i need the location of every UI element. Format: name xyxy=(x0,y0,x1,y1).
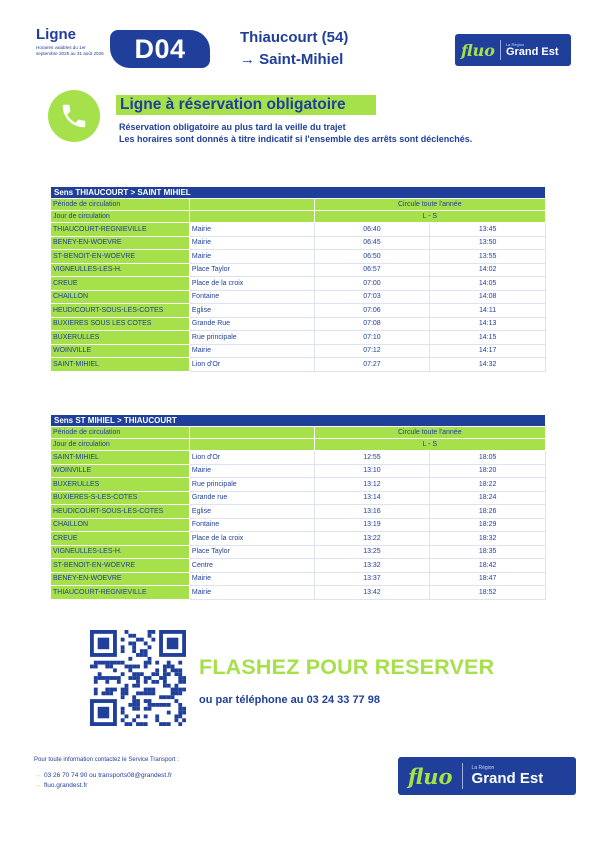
stop-place: Place Taylor xyxy=(189,263,314,277)
table-row xyxy=(51,304,546,318)
direction-label: Sens THIAUCOURT > SAINT MIHIEL xyxy=(51,187,546,199)
days-row xyxy=(51,439,546,451)
departure-time: 13:42 xyxy=(314,586,430,600)
phone-icon xyxy=(48,90,100,142)
departure-time: 18:42 xyxy=(430,559,546,573)
table-row xyxy=(51,532,546,546)
departure-time: 13:12 xyxy=(314,478,430,492)
table-row xyxy=(51,505,546,519)
footer-fluo-grandest-logo xyxy=(398,757,576,795)
direction-label: Sens ST MIHIEL > THIAUCOURT xyxy=(51,415,546,427)
table-row xyxy=(51,223,546,237)
stop-place: Place de la croix xyxy=(189,277,314,291)
table-row xyxy=(51,518,546,532)
days-label: Jour de circulation xyxy=(51,439,190,451)
table-row xyxy=(51,451,546,465)
region-logo-small: La Région xyxy=(505,41,525,47)
days-value: L - S xyxy=(314,439,545,451)
stops-body xyxy=(51,451,546,600)
departure-time: 14:05 xyxy=(430,277,546,291)
region-logo-big: Grand Est xyxy=(505,45,559,58)
departure-time: 06:45 xyxy=(314,236,430,250)
route-destination-label: Saint-Mihiel xyxy=(259,51,344,68)
stop-name: SAINT-MIHIEL xyxy=(51,451,190,465)
stop-place: Centre xyxy=(189,559,314,573)
departure-time: 06:50 xyxy=(314,250,430,264)
route-arrow-icon: → xyxy=(240,51,255,68)
table-row xyxy=(51,317,546,331)
table-row xyxy=(51,358,546,372)
table-row xyxy=(51,478,546,492)
departure-time: 18:20 xyxy=(430,464,546,478)
table-row xyxy=(51,559,546,573)
logo-separator xyxy=(462,763,463,789)
days-label: Jour de circulation xyxy=(51,211,190,223)
stop-place: Place Taylor xyxy=(189,545,314,559)
departure-time: 07:08 xyxy=(314,317,430,331)
stops-body xyxy=(51,223,546,372)
departure-time: 06:40 xyxy=(314,223,430,237)
departure-time: 13:16 xyxy=(314,505,430,519)
stop-name: BENEY-EN-WOEVRE xyxy=(51,572,190,586)
departure-time: 13:32 xyxy=(314,559,430,573)
table-row xyxy=(51,250,546,264)
departure-time: 07:12 xyxy=(314,344,430,358)
stop-name: CREUE xyxy=(51,532,190,546)
departure-time: 13:14 xyxy=(314,491,430,505)
days-row xyxy=(51,211,546,223)
departure-time: 13:45 xyxy=(430,223,546,237)
booking-phone: ou par téléphone au 03 24 33 77 98 xyxy=(199,694,380,706)
stop-name: BUXERULLES xyxy=(51,478,190,492)
route-destination xyxy=(240,51,343,68)
departure-time: 14:13 xyxy=(430,317,546,331)
departure-time: 06:57 xyxy=(314,263,430,277)
table-row xyxy=(51,586,546,600)
departure-time: 07:00 xyxy=(314,277,430,291)
departure-time: 18:35 xyxy=(430,545,546,559)
stop-place: Lion d'Or xyxy=(189,451,314,465)
stop-name: ST-BENOIT-EN-WOEVRE xyxy=(51,250,190,264)
period-label: Période de circulation xyxy=(51,427,190,439)
departure-time: 14:17 xyxy=(430,344,546,358)
qr-code[interactable] xyxy=(90,630,186,726)
stop-place: Grande rue xyxy=(189,491,314,505)
departure-time: 13:19 xyxy=(314,518,430,532)
arrow-icon: → xyxy=(34,772,41,779)
stop-name: HEUDICOURT-SOUS-LES-COTES xyxy=(51,304,190,318)
table-row xyxy=(51,545,546,559)
footer-contact-web xyxy=(34,782,87,789)
departure-time: 18:05 xyxy=(430,451,546,465)
stop-place: Mairie xyxy=(189,572,314,586)
stop-name: CHAILLON xyxy=(51,518,190,532)
departure-time: 14:11 xyxy=(430,304,546,318)
stop-place: Mairie xyxy=(189,236,314,250)
departure-time: 18:32 xyxy=(430,532,546,546)
departure-time: 13:25 xyxy=(314,545,430,559)
stop-name: VIGNEULLES-LES-H. xyxy=(51,545,190,559)
stop-place: Mairie xyxy=(189,250,314,264)
departure-time: 13:10 xyxy=(314,464,430,478)
stop-name: BUXERULLES xyxy=(51,331,190,345)
departure-time: 07:06 xyxy=(314,304,430,318)
departure-time: 18:24 xyxy=(430,491,546,505)
departure-time: 13:22 xyxy=(314,532,430,546)
table-row xyxy=(51,263,546,277)
logo-separator xyxy=(500,40,501,60)
period-value: Circule toute l'année xyxy=(314,427,545,439)
stop-name: WOINVILLE xyxy=(51,344,190,358)
departure-time: 14:02 xyxy=(430,263,546,277)
fluo-logo-text: fluo xyxy=(408,763,453,789)
stop-place: Place de la croix xyxy=(189,532,314,546)
contact-website-link[interactable]: fluo.grandest.fr xyxy=(44,782,88,789)
region-logo xyxy=(506,43,559,58)
stop-name: WOINVILLE xyxy=(51,464,190,478)
departure-time: 14:15 xyxy=(430,331,546,345)
table-row xyxy=(51,344,546,358)
departure-time: 18:26 xyxy=(430,505,546,519)
stop-name: THIAUCOURT-REGNIEVILLE xyxy=(51,223,190,237)
departure-time: 18:52 xyxy=(430,586,546,600)
stop-place: Grande Rue xyxy=(189,317,314,331)
period-value: Circule toute l'année xyxy=(314,199,545,211)
stop-name: VIGNEULLES-LES-H. xyxy=(51,263,190,277)
departure-time: 18:47 xyxy=(430,572,546,586)
departure-time: 12:55 xyxy=(314,451,430,465)
departure-time: 13:50 xyxy=(430,236,546,250)
timetable-return xyxy=(50,414,546,600)
stop-name: CREUE xyxy=(51,277,190,291)
departure-time: 18:29 xyxy=(430,518,546,532)
region-logo-small: La Région xyxy=(471,765,495,771)
stop-name: THIAUCOURT-REGNIEVILLE xyxy=(51,586,190,600)
stop-place: Rue principale xyxy=(189,478,314,492)
stop-name: HEUDICOURT-SOUS-LES-COTES xyxy=(51,505,190,519)
fluo-grandest-logo xyxy=(455,34,571,66)
departure-time: 07:27 xyxy=(314,358,430,372)
route-origin: Thiaucourt (54) xyxy=(240,29,349,46)
stop-place: Mairie xyxy=(189,223,314,237)
stop-place: Lion d'Or xyxy=(189,358,314,372)
region-logo-big: Grand Est xyxy=(471,770,544,787)
stop-name: BUXIERES SOUS LES COTES xyxy=(51,317,190,331)
stop-place: Rue principale xyxy=(189,331,314,345)
reservation-title: Ligne à réservation obligatoire xyxy=(120,96,346,113)
table-row xyxy=(51,236,546,250)
period-label: Période de circulation xyxy=(51,199,190,211)
stop-name: CHAILLON xyxy=(51,290,190,304)
stop-place: Eglise xyxy=(189,505,314,519)
stop-name: ST-BENOIT-EN-WOEVRE xyxy=(51,559,190,573)
stop-name: SAINT-MIHIEL xyxy=(51,358,190,372)
reservation-disclaimer: Les horaires sont donnés à titre indicatif si l'ensemble des arrêts sont déclenchés. xyxy=(119,134,473,144)
stop-place: Mairie xyxy=(189,344,314,358)
validity-dates: Horaires valables du 1er septembre 2025 au 31 août 2026 xyxy=(36,45,104,56)
contact-phone-email[interactable]: 03 26 70 74 90 ou transports08@grandest.fr xyxy=(44,772,173,779)
flash-to-book-title: FLASHEZ POUR RESERVER xyxy=(199,655,495,679)
stop-place: Mairie xyxy=(189,586,314,600)
fluo-logo-text: fluo xyxy=(461,40,495,60)
direction-header xyxy=(51,187,546,199)
region-logo xyxy=(472,766,544,786)
table-row xyxy=(51,277,546,291)
table-row xyxy=(51,290,546,304)
departure-time: 14:32 xyxy=(430,358,546,372)
departure-time: 18:22 xyxy=(430,478,546,492)
footer-contact-phone xyxy=(34,772,172,779)
stop-place: Fontaine xyxy=(189,518,314,532)
stop-name: BUXIERES-S-LES-COTES xyxy=(51,491,190,505)
footer-info: Pour toute information contactez le Service Transport : xyxy=(34,757,179,763)
stop-place: Fontaine xyxy=(189,290,314,304)
stop-name: BENEY-EN-WOEVRE xyxy=(51,236,190,250)
direction-header xyxy=(51,415,546,427)
reservation-deadline: Réservation obligatoire au plus tard la veille du trajet xyxy=(119,122,346,132)
period-row xyxy=(51,199,546,211)
table-row xyxy=(51,572,546,586)
ligne-label: Ligne xyxy=(36,26,76,43)
days-value: L - S xyxy=(314,211,545,223)
timetable-outbound xyxy=(50,186,546,372)
departure-time: 07:10 xyxy=(314,331,430,345)
stop-place: Eglise xyxy=(189,304,314,318)
table-row xyxy=(51,491,546,505)
period-row xyxy=(51,427,546,439)
departure-time: 13:37 xyxy=(314,572,430,586)
departure-time: 13:55 xyxy=(430,250,546,264)
table-row xyxy=(51,331,546,345)
line-number-badge: D04 xyxy=(110,30,210,68)
stop-place: Mairie xyxy=(189,464,314,478)
table-row xyxy=(51,464,546,478)
departure-time: 07:03 xyxy=(314,290,430,304)
departure-time: 14:08 xyxy=(430,290,546,304)
arrow-icon: → xyxy=(34,782,41,789)
